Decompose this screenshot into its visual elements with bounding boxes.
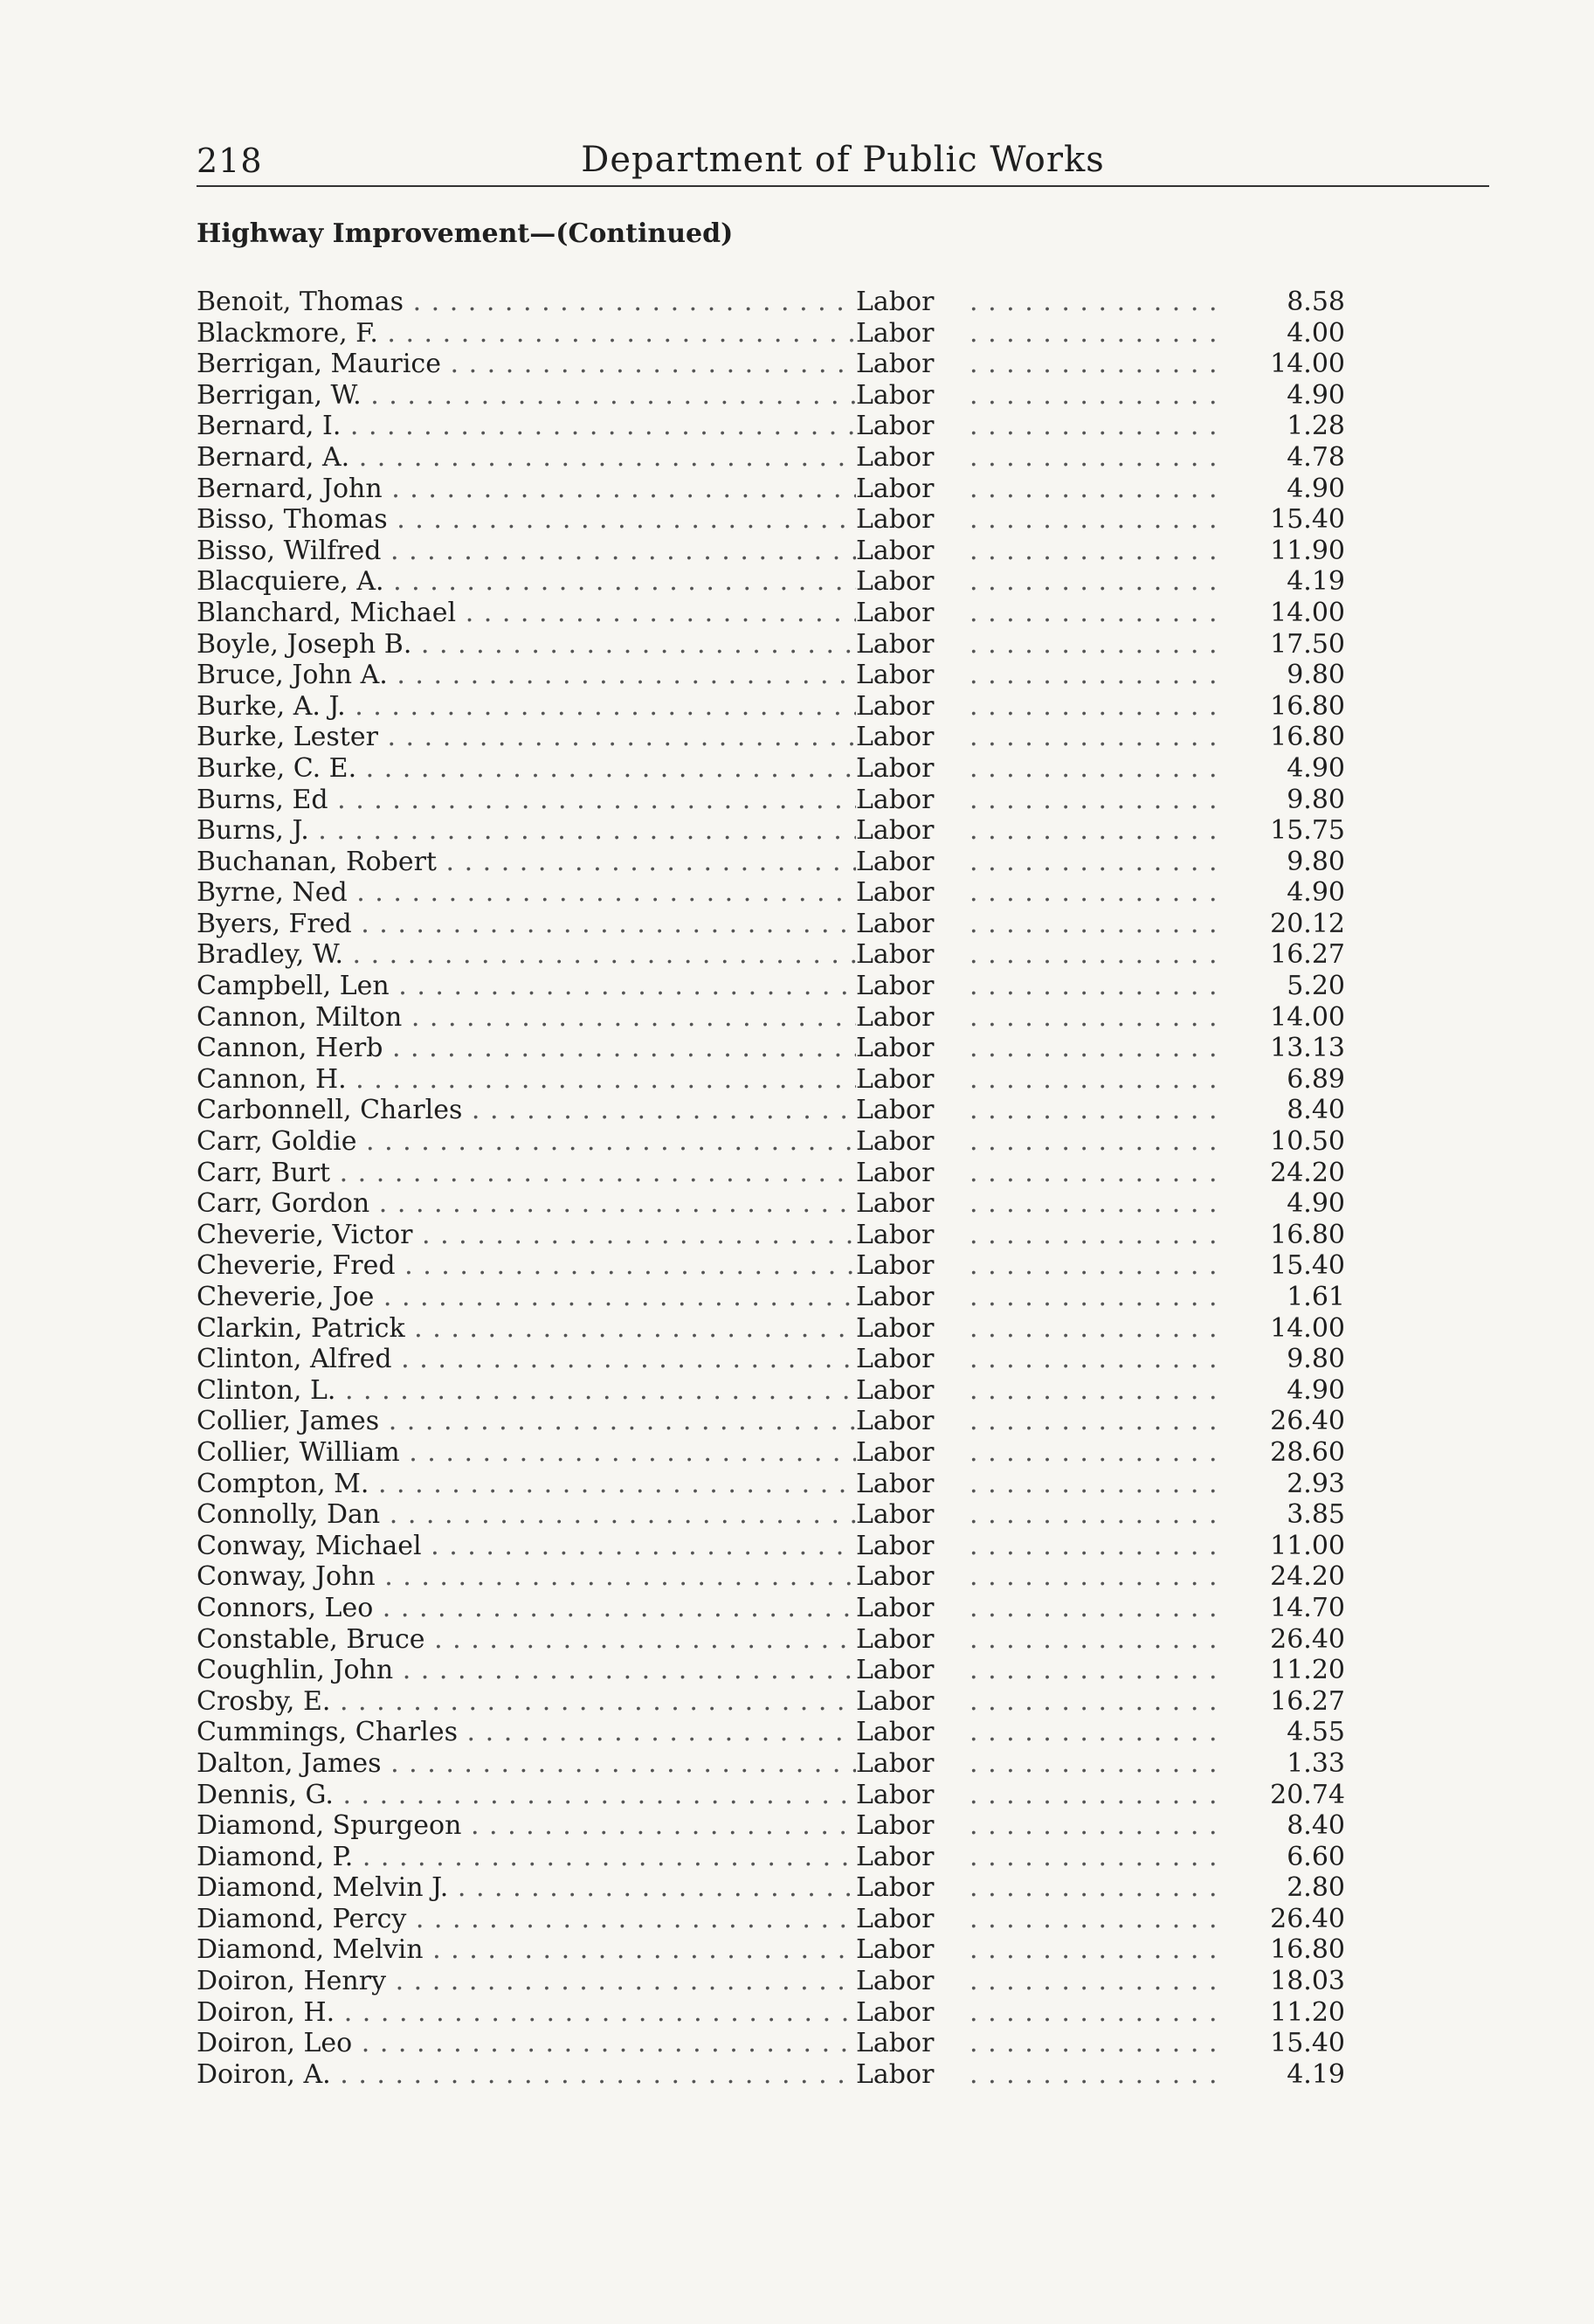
dot-leader: [970, 1934, 1223, 1966]
dot-leader: [970, 691, 1223, 723]
ledger-row: [197, 847, 1345, 878]
amount: 24.20: [1270, 1157, 1345, 1188]
work-type: Labor: [856, 629, 939, 661]
work-type: Labor: [856, 971, 939, 1002]
amount: 6.89: [1287, 1063, 1345, 1095]
amount: 8.58: [1287, 287, 1345, 317]
dot-leader: [970, 1872, 1223, 1904]
payee-name: Doiron, Henry . . .: [197, 1966, 856, 1997]
ledger-row: [197, 1624, 1345, 1656]
dot-leader: [970, 722, 1223, 753]
ledger-row: [197, 877, 1345, 909]
amount: 16.80: [1270, 1219, 1345, 1250]
work-type: Labor: [856, 1810, 939, 1842]
ledger-row: [197, 1437, 1345, 1469]
dot-leader: [970, 442, 1223, 474]
dot-leader: [970, 1748, 1223, 1780]
ledger-row: [197, 1904, 1345, 1935]
amount: 14.00: [1270, 1001, 1345, 1033]
work-type: Labor: [856, 287, 939, 318]
ledger-row: [197, 660, 1345, 691]
dot-leader: [970, 1717, 1223, 1748]
amount: 4.90: [1287, 877, 1345, 909]
ledger-row: [197, 1469, 1345, 1500]
ledger-row: [197, 1188, 1345, 1220]
ledger-row: [197, 629, 1345, 661]
amount: 5.20: [1287, 971, 1345, 1002]
amount: 6.60: [1287, 1841, 1345, 1872]
dot-leader: [970, 1282, 1223, 1313]
payee-name: Carr, Gordon . . .: [197, 1188, 856, 1220]
work-type: Labor: [856, 722, 939, 753]
dot-leader: [970, 847, 1223, 878]
ledger-row: [197, 1499, 1345, 1531]
work-type: Labor: [856, 504, 939, 536]
amount: 4.90: [1287, 379, 1345, 411]
dot-leader: [970, 2059, 1223, 2091]
payee-name: Connors, Leo . . .: [197, 1593, 856, 1624]
dot-leader: [970, 2028, 1223, 2059]
work-type: Labor: [856, 318, 939, 349]
work-type: Labor: [856, 847, 939, 878]
amount: 13.13: [1270, 1033, 1345, 1064]
payee-name: Byers, Fred . . .: [197, 909, 856, 940]
dot-leader: [970, 1966, 1223, 1997]
ledger-row: [197, 1406, 1345, 1437]
payee-name: Berrigan, Maurice . . .: [197, 349, 856, 380]
ledger-row: [197, 1872, 1345, 1904]
ledger-row: [197, 971, 1345, 1002]
payee-name: Burke, Lester . . .: [197, 722, 856, 753]
ledger-row: [197, 1966, 1345, 1997]
payee-name: Collier, James . . .: [197, 1406, 856, 1437]
work-type: Labor: [856, 1033, 939, 1064]
amount: 16.80: [1270, 690, 1345, 722]
amount: 16.27: [1270, 939, 1345, 971]
amount: 4.90: [1287, 1188, 1345, 1220]
amount: 17.50: [1270, 628, 1345, 660]
amount: 4.19: [1287, 2058, 1345, 2090]
amount: 2.93: [1287, 1468, 1345, 1499]
dot-leader: [970, 411, 1223, 442]
dot-leader: [970, 785, 1223, 816]
ledger-row: [197, 598, 1345, 629]
ledger-row: [197, 442, 1345, 474]
dot-leader: [970, 1158, 1223, 1189]
work-type: Labor: [856, 536, 939, 567]
amount: 16.80: [1270, 1934, 1345, 1966]
work-type: Labor: [856, 1904, 939, 1935]
payee-name: Burke, C. E. . . .: [197, 753, 856, 785]
payee-name: Cannon, Herb . . .: [197, 1033, 856, 1064]
dot-leader: [970, 318, 1223, 349]
dot-leader: [970, 1033, 1223, 1064]
work-type: Labor: [856, 1686, 939, 1718]
amount: 16.27: [1270, 1685, 1345, 1717]
ledger-row: [197, 1126, 1345, 1158]
payee-name: Conway, Michael . . .: [197, 1531, 856, 1562]
ledger-row: [197, 504, 1345, 536]
work-type: Labor: [856, 785, 939, 816]
payee-name: Bisso, Thomas . . .: [197, 504, 856, 536]
ledger-row: [197, 1686, 1345, 1718]
dot-leader: [970, 598, 1223, 629]
payee-name: Compton, M. . . .: [197, 1469, 856, 1500]
work-type: Labor: [856, 1437, 939, 1469]
amount: 4.90: [1287, 1374, 1345, 1406]
payee-name: Carr, Burt . . .: [197, 1158, 856, 1189]
work-type: Labor: [856, 380, 939, 412]
amount: 3.85: [1287, 1499, 1345, 1531]
payee-name: Bernard, I. . . .: [197, 411, 856, 442]
work-type: Labor: [856, 1406, 939, 1437]
work-type: Labor: [856, 1064, 939, 1096]
amount: 4.00: [1287, 317, 1345, 349]
ledger-row: [197, 287, 1345, 318]
dot-leader: [970, 660, 1223, 691]
amount: 15.40: [1270, 2028, 1345, 2059]
payee-name: Diamond, Spurgeon . . .: [197, 1810, 856, 1842]
work-type: Labor: [856, 1748, 939, 1780]
dot-leader: [970, 1624, 1223, 1656]
work-type: Labor: [856, 1469, 939, 1500]
work-type: Labor: [856, 1188, 939, 1220]
section-title: Highway Improvement—(Continued): [197, 218, 734, 249]
work-type: Labor: [856, 1997, 939, 2029]
payee-name: Buchanan, Robert . . .: [197, 847, 856, 878]
amount: 11.90: [1270, 535, 1345, 566]
dot-leader: [970, 1469, 1223, 1500]
dot-leader: [970, 1126, 1223, 1158]
dot-leader: [970, 971, 1223, 1002]
dot-leader: [970, 815, 1223, 847]
ledger-row: [197, 1064, 1345, 1096]
payee-name: Diamond, P. . . .: [197, 1842, 856, 1873]
amount: 15.75: [1270, 815, 1345, 847]
amount: 20.12: [1270, 908, 1345, 939]
work-type: Labor: [856, 1655, 939, 1686]
ledger-row: [197, 1158, 1345, 1189]
work-type: Labor: [856, 1872, 939, 1904]
work-type: Labor: [856, 1282, 939, 1313]
dot-leader: [970, 287, 1223, 318]
work-type: Labor: [856, 1561, 939, 1593]
dot-leader: [970, 1313, 1223, 1345]
dot-leader: [970, 1188, 1223, 1220]
payee-name: Berrigan, W. . . .: [197, 380, 856, 412]
dot-leader: [970, 566, 1223, 598]
page-number: 218: [197, 142, 263, 180]
ledger-row: [197, 474, 1345, 505]
work-type: Labor: [856, 1095, 939, 1126]
dot-leader: [970, 1531, 1223, 1562]
dot-leader: [970, 877, 1223, 909]
work-type: Labor: [856, 474, 939, 505]
payee-name: Doiron, A. . . .: [197, 2059, 856, 2091]
ledger-row: [197, 1810, 1345, 1842]
payee-name: Clinton, Alfred . . .: [197, 1344, 856, 1375]
ledger-row: [197, 1934, 1345, 1966]
work-type: Labor: [856, 566, 939, 598]
payee-name: Cannon, H. . . .: [197, 1064, 856, 1096]
dot-leader: [970, 1780, 1223, 1811]
payee-name: Bernard, John . . .: [197, 474, 856, 505]
dot-leader: [970, 1095, 1223, 1126]
work-type: Labor: [856, 349, 939, 380]
payee-name: Carbonnell, Charles . . .: [197, 1095, 856, 1126]
ledger-row: [197, 691, 1345, 723]
dot-leader: [970, 1810, 1223, 1842]
ledger-row: [197, 939, 1345, 971]
work-type: Labor: [856, 1002, 939, 1034]
work-type: Labor: [856, 1344, 939, 1375]
ledger-row: [197, 1561, 1345, 1593]
ledger-row: [197, 1002, 1345, 1034]
ledger-row: [197, 536, 1345, 567]
payee-name: Carr, Goldie . . .: [197, 1126, 856, 1158]
amount: 16.80: [1270, 722, 1345, 753]
payee-name: Blackmore, F. . . .: [197, 318, 856, 349]
amount: 9.80: [1287, 1344, 1345, 1375]
dot-leader: [970, 1375, 1223, 1407]
ledger-row: [197, 2059, 1345, 2091]
work-type: Labor: [856, 442, 939, 474]
ledger-row: [197, 1375, 1345, 1407]
amount: 11.20: [1270, 1655, 1345, 1686]
dot-leader: [970, 1842, 1223, 1873]
work-type: Labor: [856, 1934, 939, 1966]
payee-name: Cheverie, Victor . . .: [197, 1220, 856, 1251]
work-type: Labor: [856, 2028, 939, 2059]
payee-name: Boyle, Joseph B. . . .: [197, 629, 856, 661]
ledger-row: [197, 1313, 1345, 1345]
ledger-row: [197, 1748, 1345, 1780]
dot-leader: [970, 1064, 1223, 1096]
amount: 9.80: [1287, 846, 1345, 877]
work-type: Labor: [856, 1593, 939, 1624]
dot-leader: [970, 1344, 1223, 1375]
work-type: Labor: [856, 1250, 939, 1282]
payee-name: Cannon, Milton . . .: [197, 1002, 856, 1034]
amount: 9.80: [1287, 784, 1345, 815]
work-type: Labor: [856, 1126, 939, 1158]
amount: 15.40: [1270, 504, 1345, 536]
dot-leader: [970, 1561, 1223, 1593]
work-type: Labor: [856, 1624, 939, 1656]
ledger-row: [197, 1033, 1345, 1064]
running-title: Department of Public Works: [581, 140, 1105, 180]
work-type: Labor: [856, 815, 939, 847]
work-type: Labor: [856, 1499, 939, 1531]
amount: 18.03: [1270, 1966, 1345, 1997]
ledger-row: [197, 815, 1345, 847]
amount: 20.74: [1270, 1779, 1345, 1810]
amount: 1.28: [1287, 411, 1345, 442]
payee-name: Crosby, E. . . .: [197, 1686, 856, 1718]
ledger-row: [197, 411, 1345, 442]
work-type: Labor: [856, 2059, 939, 2091]
work-type: Labor: [856, 1313, 939, 1345]
work-type: Labor: [856, 939, 939, 971]
payee-name: Diamond, Percy . . .: [197, 1904, 856, 1935]
payee-name: Cheverie, Fred . . .: [197, 1250, 856, 1282]
payee-name: Burns, Ed . . .: [197, 785, 856, 816]
payee-name: Conway, John . . .: [197, 1561, 856, 1593]
ledger-row: [197, 722, 1345, 753]
dot-leader: [970, 909, 1223, 940]
work-type: Labor: [856, 753, 939, 785]
dot-leader: [970, 1250, 1223, 1282]
dot-leader: [970, 1655, 1223, 1686]
amount: 4.19: [1287, 566, 1345, 598]
dot-leader: [970, 1406, 1223, 1437]
payee-name: Doiron, Leo . . .: [197, 2028, 856, 2059]
amount: 24.20: [1270, 1561, 1345, 1593]
payee-name: Diamond, Melvin . . .: [197, 1934, 856, 1966]
dot-leader: [970, 939, 1223, 971]
ledger-list: [197, 287, 1345, 2090]
payee-name: Cummings, Charles . . .: [197, 1717, 856, 1748]
amount: 11.20: [1270, 1996, 1345, 2028]
payee-name: Clarkin, Patrick . . .: [197, 1313, 856, 1345]
payee-name: Burke, A. J. . . .: [197, 691, 856, 723]
amount: 28.60: [1270, 1436, 1345, 1468]
work-type: Labor: [856, 1966, 939, 1997]
payee-name: Benoit, Thomas . . .: [197, 287, 856, 318]
payee-name: Cheverie, Joe . . .: [197, 1282, 856, 1313]
dot-leader: [970, 1997, 1223, 2029]
dot-leader: [970, 1002, 1223, 1034]
ledger-row: [197, 1220, 1345, 1251]
amount: 4.90: [1287, 473, 1345, 504]
payee-name: Bisso, Wilfred . . .: [197, 536, 856, 567]
amount: 8.40: [1287, 1810, 1345, 1842]
amount: 26.40: [1270, 1623, 1345, 1655]
payee-name: Coughlin, John . . .: [197, 1655, 856, 1686]
amount: 1.61: [1287, 1282, 1345, 1312]
amount: 14.00: [1270, 349, 1345, 380]
work-type: Labor: [856, 909, 939, 940]
amount: 4.78: [1287, 441, 1345, 473]
ledger-row: [197, 318, 1345, 349]
work-type: Labor: [856, 877, 939, 909]
amount: 10.50: [1270, 1126, 1345, 1158]
payee-name: Blacquiere, A. . . .: [197, 566, 856, 598]
ledger-row: [197, 380, 1345, 412]
dot-leader: [970, 1437, 1223, 1469]
payee-name: Collier, William . . .: [197, 1437, 856, 1469]
payee-name: Doiron, H. . . .: [197, 1997, 856, 2029]
payee-name: Blanchard, Michael . . .: [197, 598, 856, 629]
dot-leader: [970, 629, 1223, 661]
dot-leader: [970, 536, 1223, 567]
amount: 14.00: [1270, 597, 1345, 628]
ledger-row: [197, 2028, 1345, 2059]
ledger-row: [197, 349, 1345, 380]
ledger-row: [197, 1531, 1345, 1562]
payee-name: Connolly, Dan . . .: [197, 1499, 856, 1531]
payee-name: Diamond, Melvin J. . . .: [197, 1872, 856, 1904]
page-header: [197, 131, 1489, 187]
ledger-row: [197, 1997, 1345, 2029]
dot-leader: [970, 1593, 1223, 1624]
dot-leader: [970, 474, 1223, 505]
dot-leader: [970, 1220, 1223, 1251]
work-type: Labor: [856, 1717, 939, 1748]
ledger-row: [197, 753, 1345, 785]
work-type: Labor: [856, 1220, 939, 1251]
ledger-row: [197, 1717, 1345, 1748]
ledger-row: [197, 1095, 1345, 1126]
ledger-row: [197, 1282, 1345, 1313]
work-type: Labor: [856, 1375, 939, 1407]
amount: 1.33: [1287, 1747, 1345, 1779]
dot-leader: [970, 1499, 1223, 1531]
amount: 11.00: [1270, 1530, 1345, 1561]
payee-name: Bruce, John A. . . .: [197, 660, 856, 691]
payee-name: Bernard, A. . . .: [197, 442, 856, 474]
work-type: Labor: [856, 660, 939, 691]
payee-name: Burns, J. . . .: [197, 815, 856, 847]
amount: 26.40: [1270, 1406, 1345, 1437]
ledger-row: [197, 1344, 1345, 1375]
amount: 14.70: [1270, 1592, 1345, 1623]
amount: 15.40: [1270, 1250, 1345, 1282]
amount: 26.40: [1270, 1903, 1345, 1934]
payee-name: Clinton, L. . . .: [197, 1375, 856, 1407]
dot-leader: [970, 753, 1223, 785]
amount: 8.40: [1287, 1095, 1345, 1126]
work-type: Labor: [856, 1531, 939, 1562]
amount: 9.80: [1287, 660, 1345, 691]
amount: 2.80: [1287, 1872, 1345, 1904]
ledger-row: [197, 785, 1345, 816]
payee-name: Byrne, Ned . . .: [197, 877, 856, 909]
dot-leader: [970, 1904, 1223, 1935]
payee-name: Bradley, W. . . .: [197, 939, 856, 971]
amount: 4.90: [1287, 752, 1345, 784]
dot-leader: [970, 380, 1223, 412]
amount: 4.55: [1287, 1717, 1345, 1748]
ledger-row: [197, 566, 1345, 598]
payee-name: Constable, Bruce . . .: [197, 1624, 856, 1656]
payee-name: Dalton, James . . .: [197, 1748, 856, 1780]
ledger-row: [197, 1780, 1345, 1811]
payee-name: Dennis, G. . . .: [197, 1780, 856, 1811]
ledger-row: [197, 1842, 1345, 1873]
work-type: Labor: [856, 1158, 939, 1189]
ledger-row: [197, 1250, 1345, 1282]
dot-leader: [970, 1686, 1223, 1718]
ledger-row: [197, 1655, 1345, 1686]
payee-name: Campbell, Len . . .: [197, 971, 856, 1002]
dot-leader: [970, 349, 1223, 380]
work-type: Labor: [856, 411, 939, 442]
ledger-row: [197, 1593, 1345, 1624]
amount: 14.00: [1270, 1312, 1345, 1344]
work-type: Labor: [856, 691, 939, 723]
work-type: Labor: [856, 1780, 939, 1811]
ledger-row: [197, 909, 1345, 940]
work-type: Labor: [856, 1842, 939, 1873]
work-type: Labor: [856, 598, 939, 629]
dot-leader: [970, 504, 1223, 536]
